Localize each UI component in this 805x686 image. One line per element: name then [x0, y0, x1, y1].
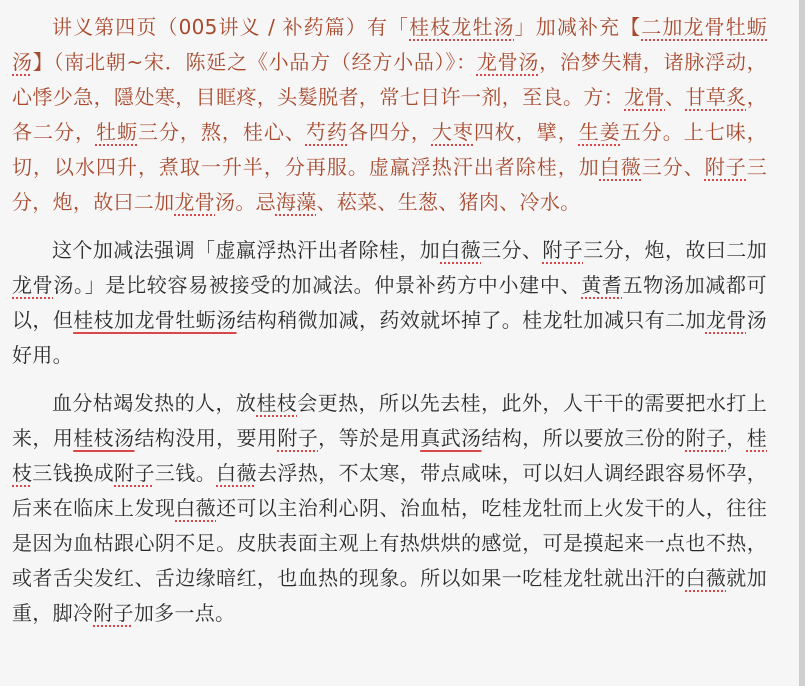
- herb-term: 龙骨: [624, 85, 666, 109]
- text-run: 五分。上七味，切，以水四升，煮取一升半，分再服。虚羸浮热汗出者除桂，加: [12, 120, 767, 179]
- herb-term: 芍药: [305, 120, 348, 144]
- herb-term: 甘草炙: [685, 85, 747, 109]
- text-run: 三分，炮，故曰二加: [12, 155, 767, 214]
- text-run: 会更热，所以先去桂，此外，人干干的需要把水打上来，用: [12, 391, 768, 450]
- text-run: 三钱。: [154, 461, 217, 485]
- formula-term: 桂枝加龙骨牡蛎汤: [73, 308, 237, 332]
- text-run: 五物汤加减都可以，但: [12, 273, 767, 332]
- text-run: 汤。忌: [215, 190, 276, 214]
- text-run: 三分、: [481, 238, 543, 262]
- herb-term: 龙骨: [12, 273, 54, 297]
- text-run: 加多一点。: [133, 601, 236, 625]
- herb-term: 附子: [704, 155, 747, 179]
- text-run: 血分枯竭发热的人，放: [52, 391, 257, 415]
- paragraph-modification: [12, 233, 767, 373]
- text-run: 、菘菜、生葱、猪肉、冷水。: [316, 190, 581, 214]
- text-run: 三分，熬，桂心、: [137, 120, 306, 144]
- text-run: 各四分，: [347, 120, 432, 144]
- text-run: 还可以主治利心阴、治血枯，吃桂龙牡而上火发干的人，往往是因为血枯跟心阴不足。皮肤表面主观上有热烘烘的感觉，可是摸起来一点也不热，或者舌尖发红、舌边缘暗红，也血热的现象。所以如果一吃桂龙牡就出汗的: [12, 496, 767, 590]
- herb-term: 桂枝龙牡汤: [409, 15, 515, 39]
- herb-term: 附子: [114, 461, 155, 485]
- herb-term: 白薇: [175, 496, 217, 520]
- herb-term: 桂枝: [256, 391, 298, 415]
- herb-term: 附子: [542, 238, 584, 262]
- text-run: 这个加减法强调「虚羸浮热汗出者除桂，加: [52, 238, 441, 262]
- formula-term: 桂枝汤: [73, 426, 135, 450]
- text-run: 三分，炮，故曰二加: [583, 238, 768, 262]
- text-run: 、: [665, 85, 686, 109]
- herb-term: 二加龙骨牡蛎汤: [12, 15, 767, 74]
- herb-term: 白薇: [440, 238, 482, 262]
- scrollbar-thumb[interactable]: [799, 0, 805, 686]
- text-run: ，等於是用: [318, 426, 421, 450]
- scrollbar-track[interactable]: [799, 0, 805, 686]
- text-run: 结构，所以要放三份的: [481, 426, 686, 450]
- text-run: 三钱换成: [32, 461, 115, 485]
- herb-term: 龙骨: [174, 190, 216, 214]
- formula-term: 真武汤: [420, 426, 482, 450]
- paragraph-formula-note: [12, 10, 767, 220]
- text-run: 就加重，脚冷: [12, 566, 767, 625]
- text-run: 汤。」是比较容易被接受的加减法。仲景补药方中小建中、: [53, 273, 582, 297]
- herb-term: 白薇: [685, 566, 727, 590]
- herb-term: 附子: [277, 426, 319, 450]
- herb-term: 龙骨: [705, 308, 747, 332]
- text-run: 去浮热，不太寒，带点咸味，可以妇人调经跟容易怀孕，后来在临床上发现: [12, 461, 768, 520]
- text-run: 四枚，擘，: [473, 120, 579, 144]
- text-run: 讲义第四页（005讲义 / 补药篇）有「: [52, 15, 410, 39]
- text-run: ，治梦失精，诸脉浮动，心悸少急，隱处寒，目眶疼，头髮脱者，常七日许一剂，至良。方：: [12, 50, 767, 109]
- text-run: 三分、: [641, 155, 705, 179]
- text-run: 汤好用。: [12, 308, 768, 367]
- text-run: ，: [726, 426, 747, 450]
- herb-term: 牡蛎: [95, 120, 138, 144]
- herb-term: 白薇: [599, 155, 642, 179]
- herb-term: 生姜: [578, 120, 621, 144]
- herb-term: 桂枝: [12, 426, 768, 485]
- herb-term: 大枣: [431, 120, 474, 144]
- herb-term: 黄耆: [581, 273, 623, 297]
- herb-term: 附子: [93, 601, 134, 625]
- text-run: 结构没用，要用: [134, 426, 278, 450]
- text-run: 】（南北朝~宋．陈延之《小品方（经方小品）》：: [32, 50, 477, 74]
- herb-term: 白薇: [216, 461, 257, 485]
- paragraph-explanation: [12, 386, 767, 631]
- text-run: ，各二分，: [12, 85, 768, 144]
- text-run: 结构稍微加减，药效就坏掉了。桂龙牡加减只有二加: [236, 308, 706, 332]
- text-run: 」加减补充【: [514, 15, 642, 39]
- herb-term: 海藻: [275, 190, 317, 214]
- herb-term: 附子: [685, 426, 727, 450]
- herb-term: 龙骨汤: [476, 50, 540, 74]
